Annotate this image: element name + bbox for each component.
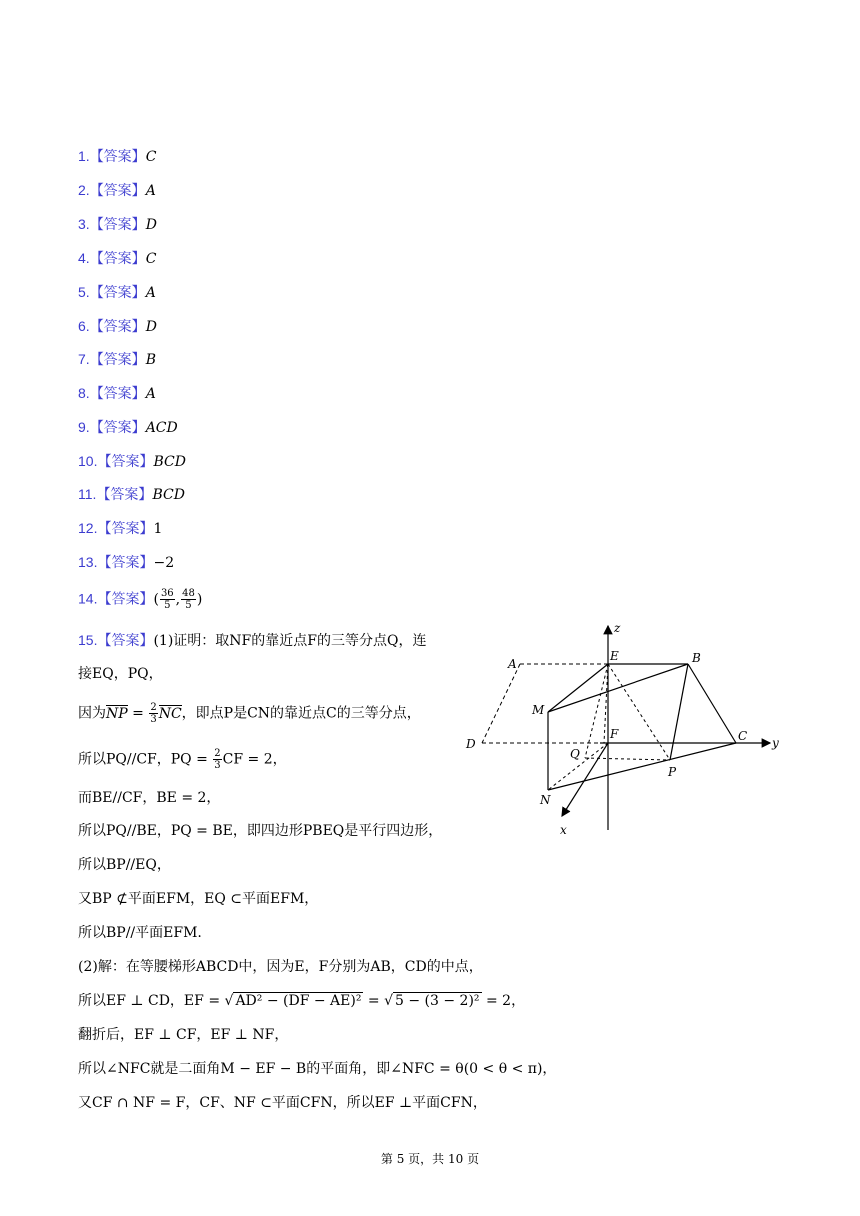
edge-EQ	[585, 664, 608, 758]
label-P: P	[668, 765, 677, 779]
x-axis	[562, 743, 608, 816]
answer-line: 6.【答案】D	[78, 318, 157, 335]
answer-line: 12.【答案】1	[78, 520, 163, 537]
solution-line: 15.【答案】(1)证明：取NF的靠近点F的三等分点Q，连	[78, 632, 427, 649]
solution-line: 所以PQ//CF，PQ = $\frac{2}{3}$ CF = 2，	[78, 748, 287, 771]
solution-line: 又CF ∩ NF = F，CF、NF ⊂平面CFN，所以EF ⊥平面CFN，	[78, 1095, 487, 1111]
label-E: E	[610, 649, 619, 663]
answer-line: 7.【答案】B	[78, 351, 156, 368]
label-N: N	[540, 793, 551, 807]
answer-line: 1.【答案】C	[78, 148, 157, 165]
fraction: $\frac{48}{5}$	[182, 588, 195, 611]
solution-line: 所以EF ⊥ CD，EF = √ AD² − (DF − AE)² = √ 5 − (3 − 2)² = 2，	[78, 993, 526, 1009]
label-A: A	[508, 657, 517, 671]
solution-line: 翻折后，EF ⊥ CF，EF ⊥ NF，	[78, 1027, 289, 1043]
solution-line: 又BP ⊄平面EFM，EQ ⊂平面EFM，	[78, 891, 319, 907]
fraction: $\frac{2}{3}$	[150, 702, 157, 725]
answer-line: 11.【答案】BCD	[78, 486, 185, 503]
answer-line: 3.【答案】D	[78, 216, 157, 233]
edge-MB	[548, 664, 688, 712]
answer-line: 10.【答案】BCD	[78, 453, 186, 470]
solution-line: 所以∠NFC就是二面角M − EF − B的平面角，即∠NFC = θ(0 < θ < π)，	[78, 1061, 557, 1077]
label-F: F	[610, 727, 619, 741]
label-D: D	[466, 737, 476, 751]
label-y: y	[772, 736, 779, 750]
edge-BC	[688, 664, 736, 743]
edge-ME	[548, 664, 608, 712]
answer-line-14: 14.【答案】( $\frac{36}{5}$ , $\frac{48}{5}$ )	[78, 588, 203, 611]
answer-line: 4.【答案】C	[78, 250, 157, 267]
solution-line: 所以BP//EQ，	[78, 857, 171, 873]
solution-line: 接EQ，PQ，	[78, 666, 163, 682]
fraction: $\frac{36}{5}$	[160, 588, 174, 611]
answer-line: 2.【答案】A	[78, 182, 156, 199]
solution-line: 所以BP//平面EFM.	[78, 925, 202, 941]
answer-line: 8.【答案】A	[78, 385, 156, 402]
answer-line: 9.【答案】ACD	[78, 419, 178, 436]
edge-EP	[608, 664, 670, 760]
edge-BP	[670, 664, 688, 760]
label-z: z	[614, 621, 621, 635]
fraction: $\frac{2}{3}$	[214, 748, 221, 771]
answer-line: 13.【答案】−2	[78, 554, 175, 571]
geometry-figure	[460, 620, 790, 840]
label-B: B	[692, 651, 701, 665]
label-x: x	[560, 823, 567, 837]
answer-line: 5.【答案】A	[78, 284, 156, 301]
solution-line: (2)解：在等腰梯形ABCD中，因为E，F分别为AB，CD的中点，	[78, 959, 483, 975]
label-M: M	[532, 703, 545, 717]
label-Q: Q	[570, 747, 580, 761]
page-footer: 第 5 页，共 10 页	[380, 1152, 480, 1166]
edge-AD	[482, 664, 520, 743]
solution-line: 所以PQ//BE，PQ = BE，即四边形PBEQ是平行四边形，	[78, 823, 443, 839]
solution-line: 因为NP = $\frac{2}{3}$ NC，即点P是CN的靠近点C的三等分点，	[78, 702, 421, 725]
solution-line: 而BE//CF，BE = 2，	[78, 790, 221, 806]
label-C: C	[738, 729, 748, 743]
